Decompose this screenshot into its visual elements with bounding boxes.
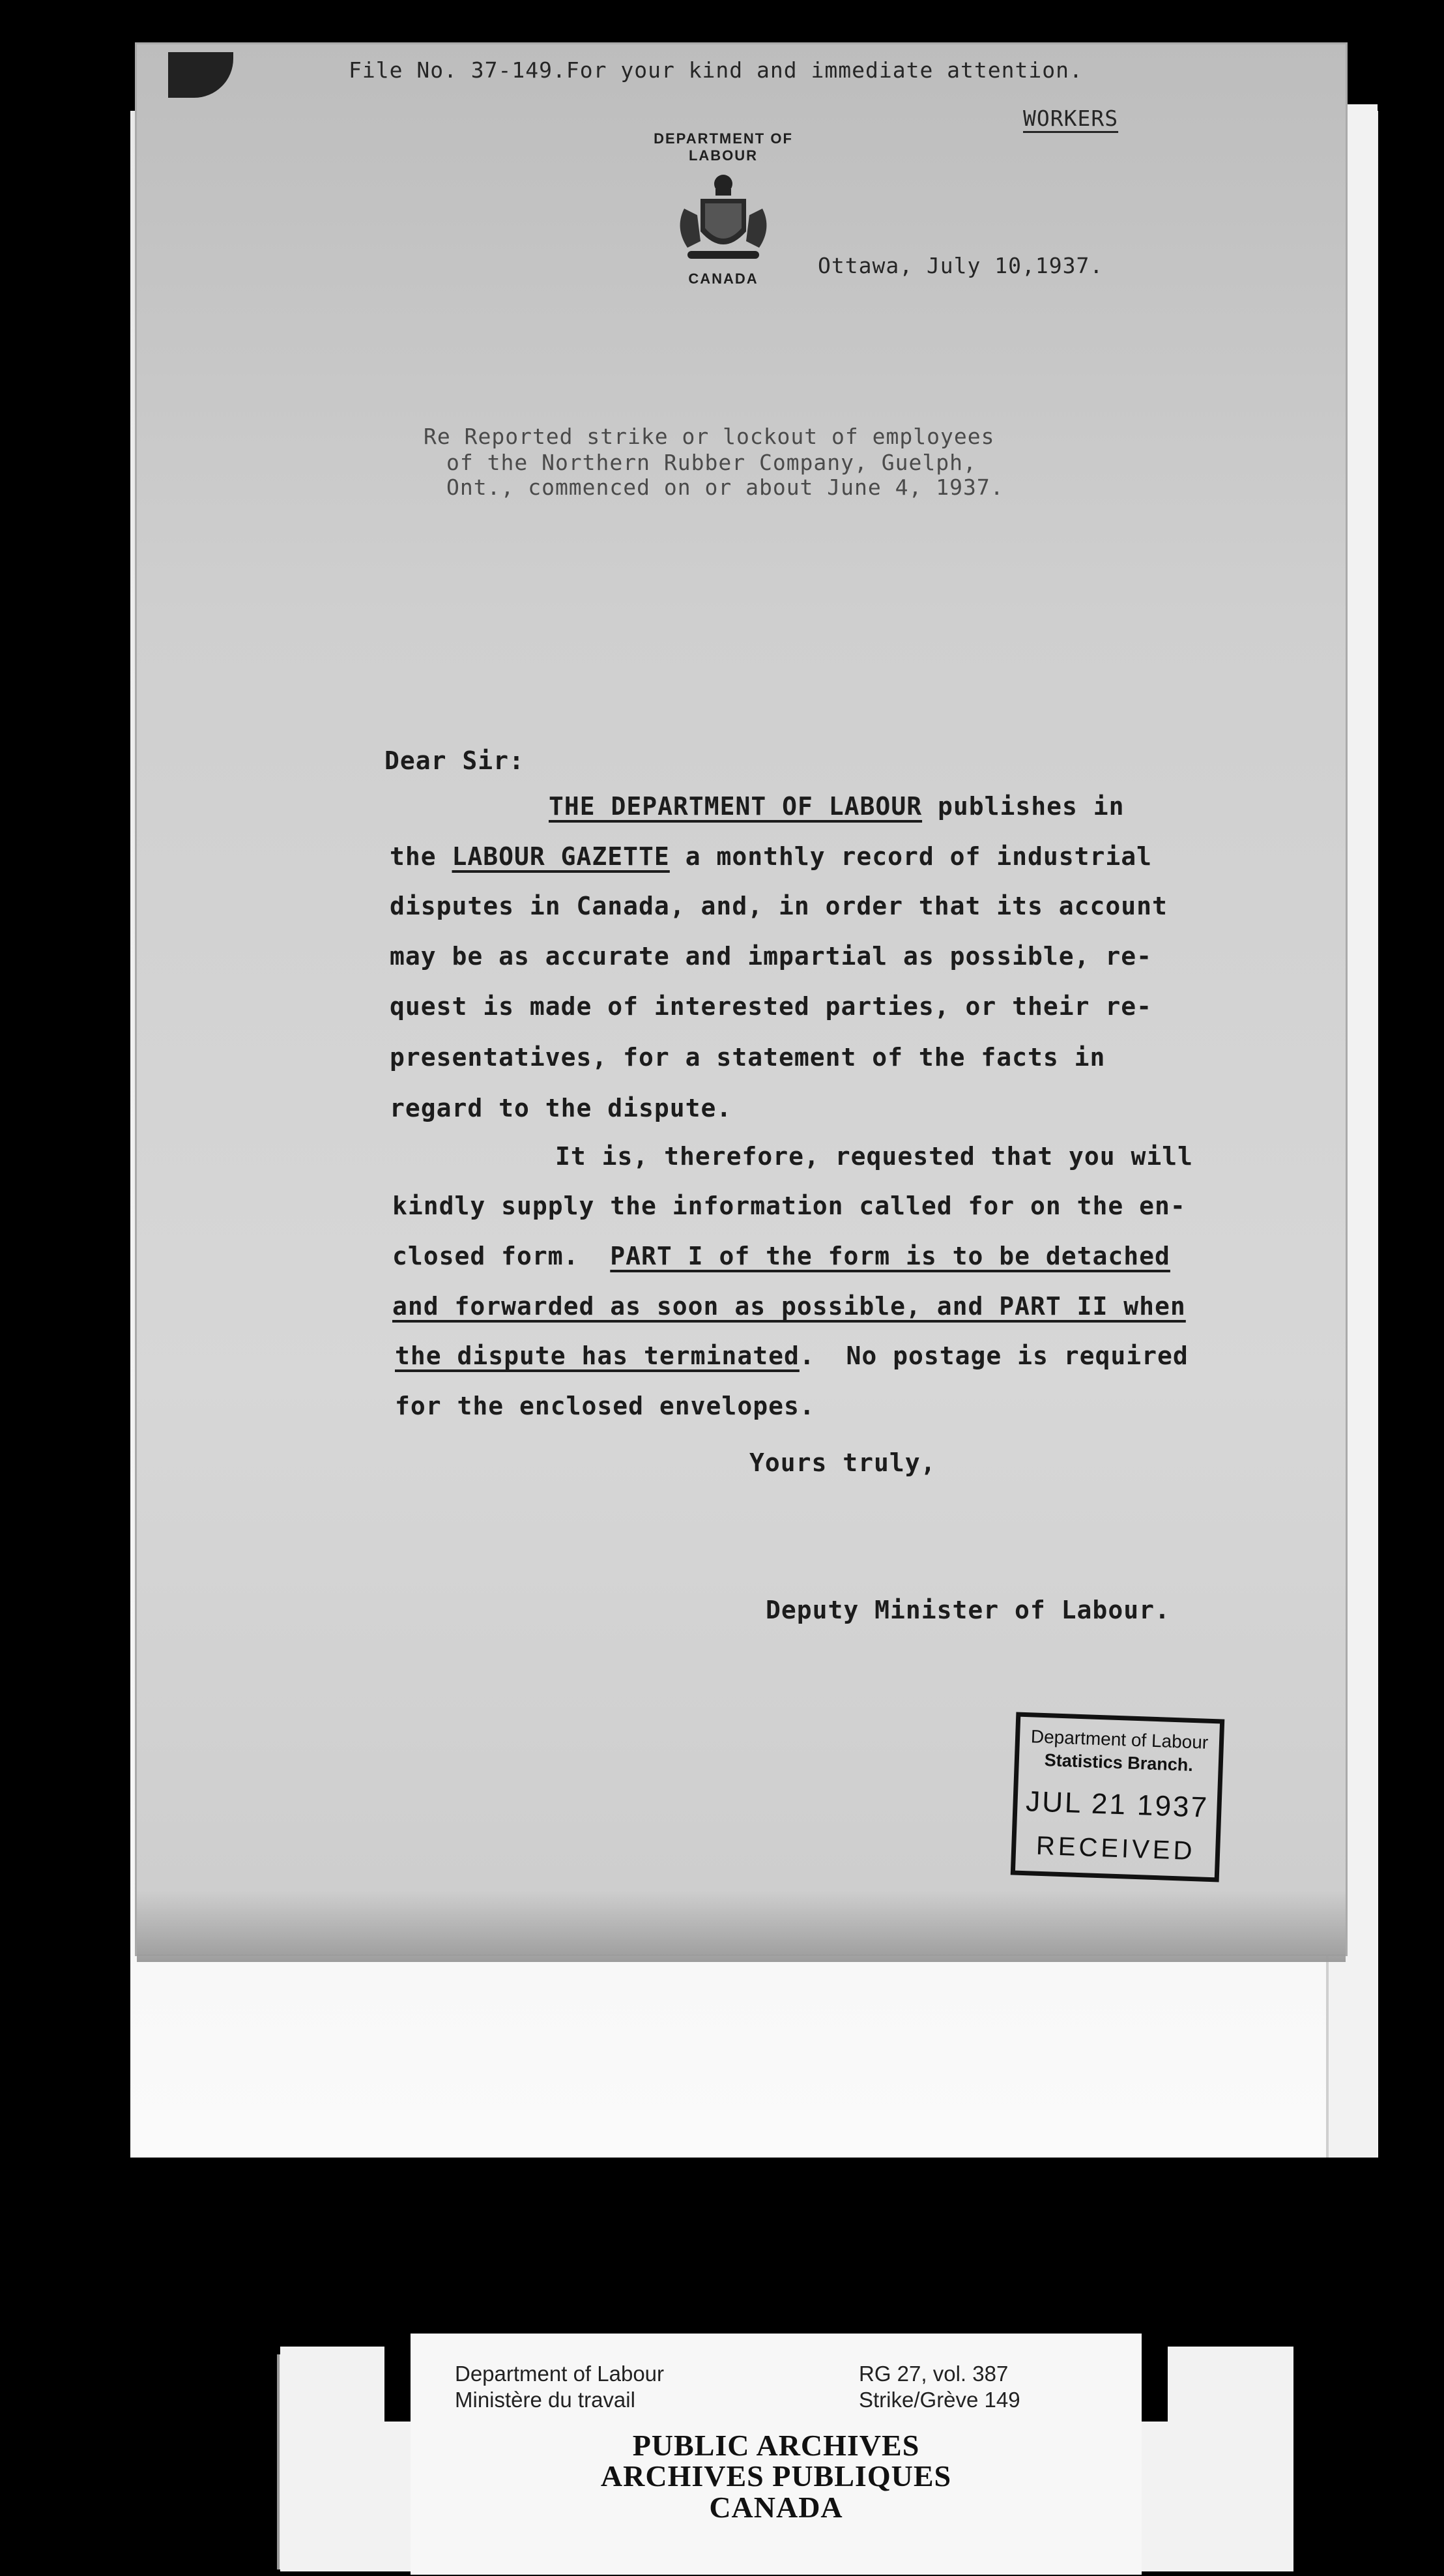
card-right-notch (1142, 2347, 1168, 2422)
stamp-department: Department of Labour (1030, 1726, 1209, 1753)
department-crest (639, 130, 808, 293)
para1-line3: disputes in Canada, and, in order that its account (390, 892, 1168, 920)
para2-line5 (395, 1341, 1189, 1370)
signature-title: Deputy Minister of Labour. (766, 1596, 1170, 1624)
received-stamp (1011, 1712, 1225, 1882)
department-name-emphasis: THE DEPARTMENT OF LABOUR (549, 792, 923, 821)
letter-shadow (137, 1890, 1346, 1962)
para2-line4: and forwarded as soon as possible, and PART II when (392, 1292, 1186, 1321)
archives-line-2: ARCHIVES PUBLIQUES (600, 2459, 952, 2493)
para2-line2: kindly supply the information called for on the en- (392, 1192, 1186, 1220)
labour-gazette-emphasis: LABOUR GAZETTE (452, 842, 670, 871)
crest-top-text: DEPARTMENT OF LABOUR (654, 130, 793, 164)
letter-date: Ottawa, July 10,1937. (818, 253, 1104, 278)
stamp-date: JUL 21 1937 (1025, 1785, 1209, 1824)
closing: Yours truly, (749, 1448, 936, 1477)
coat-of-arms-icon (665, 169, 782, 267)
card-left-notch (384, 2347, 411, 2422)
card-ref-volume: RG 27, vol. 387 (859, 2362, 1009, 2386)
dispute-terminated-underline: the dispute has terminated (395, 1341, 800, 1370)
para1-line2-rest: a monthly record of industrial (669, 842, 1153, 871)
card-dept-en: Department of Labour (455, 2362, 665, 2386)
card-ref-strike: Strike/Grève 149 (859, 2388, 1020, 2412)
para1-line2 (390, 842, 1152, 871)
crest-bottom-text: CANADA (688, 271, 758, 287)
workers-label: WORKERS (1023, 106, 1119, 131)
part-one-instruction: PART I of the form is to be detached (610, 1242, 1170, 1270)
para1-line6: presentatives, for a statement of the facts in (390, 1043, 1106, 1072)
re-line-1: Re Reported strike or lockout of employees (424, 424, 995, 449)
para1-line1 (549, 792, 1125, 821)
archives-line-3: CANADA (709, 2491, 843, 2524)
para1-line5: quest is made of interested parties, or their re- (390, 992, 1153, 1021)
para1-line1-rest: publishes in (922, 792, 1125, 821)
stamp-branch: Statistics Branch. (1044, 1750, 1194, 1776)
para2-line3-pre: closed form. (392, 1242, 611, 1270)
para1-line7: regard to the dispute. (390, 1094, 732, 1122)
para1-line2-pre: the (390, 842, 452, 871)
archives-line-1: PUBLIC ARCHIVES (632, 2429, 920, 2462)
para2-line3 (392, 1242, 1170, 1270)
stamp-status: RECEIVED (1035, 1831, 1196, 1866)
file-reference-line: File No. 37-149.For your kind and immediate attention. (349, 57, 1083, 83)
para1-line4: may be as accurate and impartial as possible, re- (390, 942, 1153, 971)
para2-line6: for the enclosed envelopes. (395, 1392, 815, 1420)
re-line-3: Ont., commenced on or about June 4, 1937. (446, 475, 1004, 500)
para2-line5-rest: . No postage is required (799, 1341, 1189, 1370)
card-dept-fr: Ministère du travail (455, 2388, 635, 2412)
re-line-2: of the Northern Rubber Company, Guelph, (446, 450, 977, 475)
para2-line1: It is, therefore, requested that you will (555, 1142, 1193, 1171)
salutation: Dear Sir: (384, 746, 525, 775)
